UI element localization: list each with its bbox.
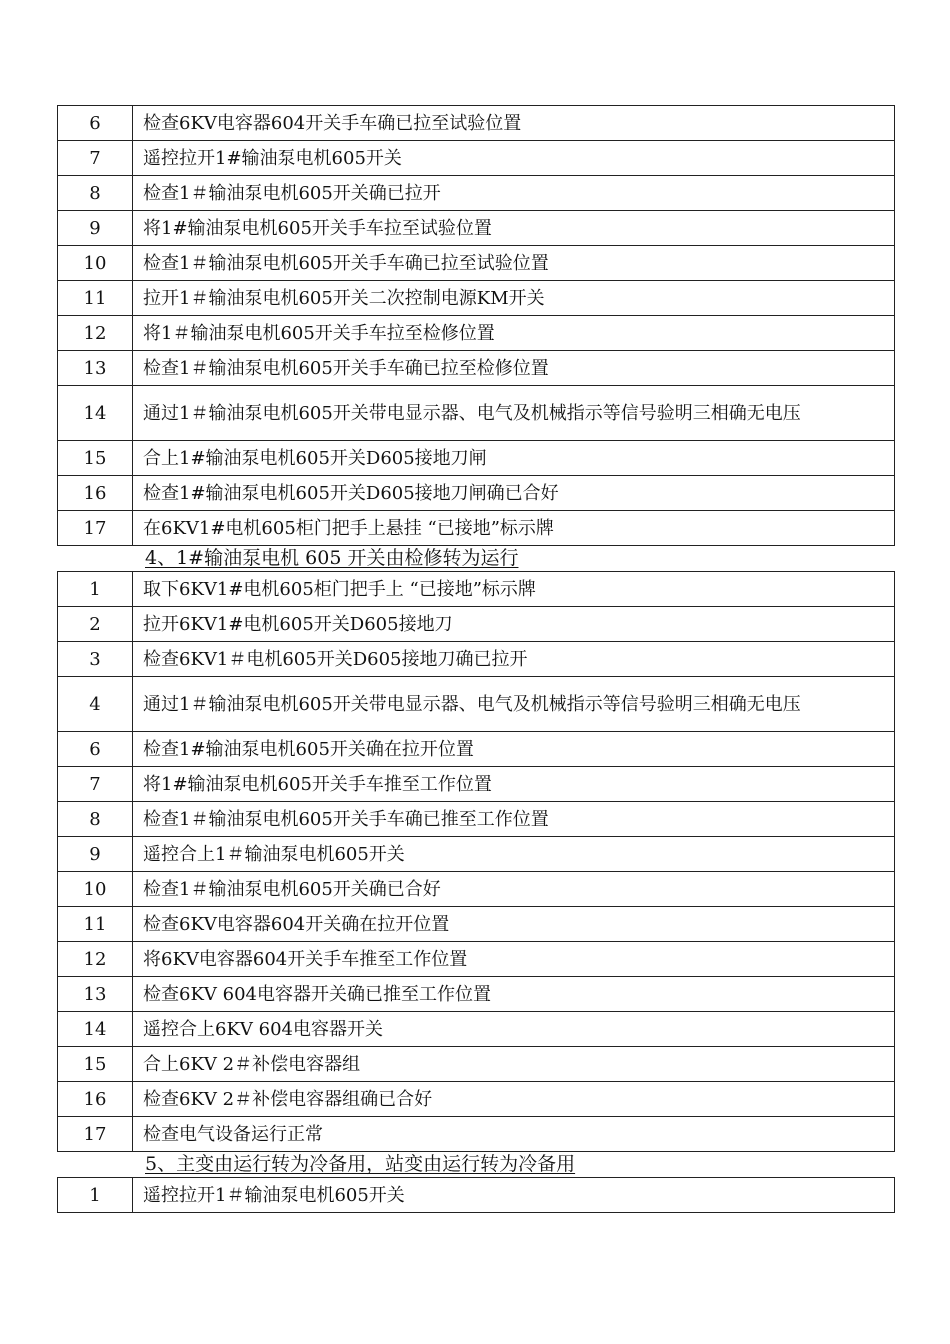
document-page — [57, 105, 895, 1213]
step-text: 检查1＃输油泵电机605开关手车确已拉至检修位置 — [133, 351, 895, 386]
step-number: 8 — [58, 802, 133, 837]
step-text: 拉开1＃输油泵电机605开关二次控制电源KM开关 — [133, 281, 895, 316]
step-number: 15 — [58, 1047, 133, 1082]
table-row — [58, 511, 895, 546]
step-text: 遥控拉开1＃输油泵电机605开关 — [133, 1178, 895, 1213]
table-row — [58, 281, 895, 316]
table-row — [58, 386, 895, 441]
section-5-title: 5、主变由运行转为冷备用，站变由运行转为冷备用 — [145, 1153, 576, 1175]
step-text: 检查6KV 2＃补偿电容器组确已合好 — [133, 1082, 895, 1117]
step-number: 13 — [58, 977, 133, 1012]
step-number: 6 — [58, 106, 133, 141]
table-row — [58, 1012, 895, 1047]
table-row — [58, 316, 895, 351]
step-text: 检查电气设备运行正常 — [133, 1117, 895, 1152]
step-text: 检查1＃输油泵电机605开关手车确已推至工作位置 — [133, 802, 895, 837]
step-text: 在6KV1#电机605柜门把手上悬挂 “已接地”标示牌 — [133, 511, 895, 546]
table-row — [58, 872, 895, 907]
step-text: 遥控合上6KV 604电容器开关 — [133, 1012, 895, 1047]
step-number: 16 — [58, 1082, 133, 1117]
step-text: 遥控拉开1#输油泵电机605开关 — [133, 141, 895, 176]
step-number: 6 — [58, 732, 133, 767]
step-number: 14 — [58, 1012, 133, 1047]
step-number: 1 — [58, 1178, 133, 1213]
step-number: 2 — [58, 607, 133, 642]
step-number: 15 — [58, 441, 133, 476]
step-number: 16 — [58, 476, 133, 511]
step-number: 10 — [58, 872, 133, 907]
table-row — [58, 802, 895, 837]
table-row — [58, 1178, 895, 1213]
step-number: 7 — [58, 767, 133, 802]
table-row — [58, 732, 895, 767]
step-text: 检查1#输油泵电机605开关确在拉开位置 — [133, 732, 895, 767]
step-number: 14 — [58, 386, 133, 441]
step-text: 检查6KV1＃电机605开关D605接地刀确已拉开 — [133, 642, 895, 677]
step-text: 拉开6KV1#电机605开关D605接地刀 — [133, 607, 895, 642]
table-row — [58, 677, 895, 732]
table-row — [58, 1117, 895, 1152]
step-text: 将1＃输油泵电机605开关手车拉至检修位置 — [133, 316, 895, 351]
table-row — [58, 642, 895, 677]
table-row — [58, 441, 895, 476]
step-number: 11 — [58, 281, 133, 316]
step-text: 取下6KV1#电机605柜门把手上 “已接地”标示牌 — [133, 572, 895, 607]
step-number: 7 — [58, 141, 133, 176]
table-row — [58, 767, 895, 802]
step-text: 通过1＃输油泵电机605开关带电显示器、电气及机械指示等信号验明三相确无电压 — [133, 386, 895, 441]
step-number: 10 — [58, 246, 133, 281]
table-row — [58, 607, 895, 642]
step-text: 遥控合上1＃输油泵电机605开关 — [133, 837, 895, 872]
table-row — [58, 572, 895, 607]
step-number: 8 — [58, 176, 133, 211]
table-row — [58, 1082, 895, 1117]
step-number: 12 — [58, 942, 133, 977]
step-number: 3 — [58, 642, 133, 677]
step-number: 17 — [58, 1117, 133, 1152]
step-text: 合上6KV 2＃补偿电容器组 — [133, 1047, 895, 1082]
step-text: 检查6KV电容器604开关手车确已拉至试验位置 — [133, 106, 895, 141]
table-row — [58, 246, 895, 281]
step-text: 检查6KV电容器604开关确在拉开位置 — [133, 907, 895, 942]
table-row — [58, 977, 895, 1012]
table-row — [58, 106, 895, 141]
step-number: 13 — [58, 351, 133, 386]
section-4-title: 4、1#输油泵电机 605 开关由检修转为运行 — [145, 547, 519, 569]
table-row — [58, 476, 895, 511]
step-text: 检查1＃输油泵电机605开关手车确已拉至试验位置 — [133, 246, 895, 281]
table-row — [58, 942, 895, 977]
step-text: 检查1#输油泵电机605开关D605接地刀闸确已合好 — [133, 476, 895, 511]
step-text: 将1#输油泵电机605开关手车拉至试验位置 — [133, 211, 895, 246]
table-row — [58, 351, 895, 386]
table-row — [58, 1047, 895, 1082]
step-number: 9 — [58, 211, 133, 246]
table-row — [58, 141, 895, 176]
step-number: 1 — [58, 572, 133, 607]
table-row — [58, 907, 895, 942]
step-text: 检查1＃输油泵电机605开关确已合好 — [133, 872, 895, 907]
step-number: 17 — [58, 511, 133, 546]
step-number: 11 — [58, 907, 133, 942]
step-number: 4 — [58, 677, 133, 732]
steps-table-1 — [57, 105, 895, 546]
step-text: 检查1＃输油泵电机605开关确已拉开 — [133, 176, 895, 211]
steps-table-section-5 — [57, 1177, 895, 1213]
step-text: 检查6KV 604电容器开关确已推至工作位置 — [133, 977, 895, 1012]
step-number: 12 — [58, 316, 133, 351]
table-row — [58, 211, 895, 246]
table-row — [58, 837, 895, 872]
step-text: 合上1#输油泵电机605开关D605接地刀闸 — [133, 441, 895, 476]
step-text: 通过1＃输油泵电机605开关带电显示器、电气及机械指示等信号验明三相确无电压 — [133, 677, 895, 732]
step-text: 将1#输油泵电机605开关手车推至工作位置 — [133, 767, 895, 802]
step-text: 将6KV电容器604开关手车推至工作位置 — [133, 942, 895, 977]
step-number: 9 — [58, 837, 133, 872]
table-row — [58, 176, 895, 211]
steps-table-section-4 — [57, 571, 895, 1152]
